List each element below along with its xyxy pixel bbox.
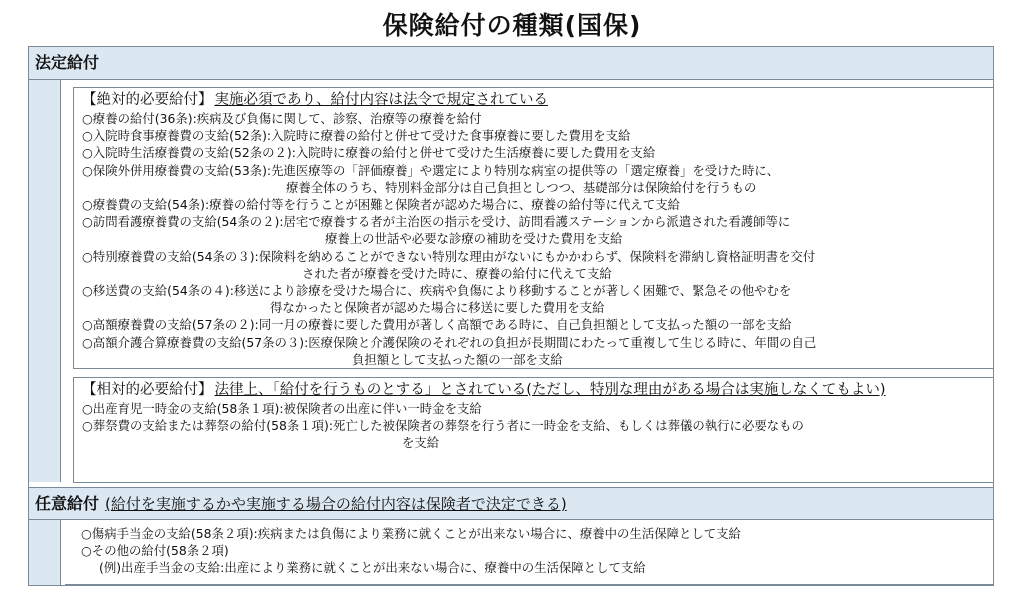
list-item: ○訪問看護療養費の支給(54条の２):居宅で療養する者が主治医の指示を受け、訪問看護ステーションから派遣された看護師等に 療養上の世話や必要な診療の補助を受けた費用を支給 [82,214,791,247]
nini-header [29,487,993,520]
list-item: ○入院時食事療養費の支給(52条):入院時に療養の給付と併せて受けた食事療養に要した費用を支給 [82,128,631,144]
list-item: ○高額介護合算療養費の支給(57条の３):医療保険と介護保険のそれぞれの負担が長期間にわたって重複して生じる時に、年間の自己 負担額として支払った額の一部を支給 [82,334,817,367]
hotei-sidebar [29,80,61,482]
page-title: 保険給付の種類(国保) [382,11,642,40]
list-item: ○出産育児一時金の支給(58条１項):被保険者の出産に伴い一時金を支給 [82,401,482,416]
hotei-header-label: 法定給付 [35,53,100,72]
list-item: ○高額療養費の支給(57条の２):同一月の療養に要した費用が著しく高額である時に、自己負担額として支払った額の一部を支給 [82,317,792,333]
list-item: (例)出産手当金の支給:出産により業務に就くことが出来ない場合に、療養中の生活保障として支給 [99,560,646,576]
absolute-desc: 実施必須であり、給付内容は法令で規定されている [214,92,548,108]
list-item: ○保険外併用療養費の支給(53条):先進医療等の「評価療養」や選定により特別な病室の提供等の「選定療養」を受けた時に、 療養全体のうち、特別料金部分は自己負担としつつ、基礎部分は保険給付を行うもの [82,162,780,195]
relative-label: 【相対的必要給付】 [82,382,213,398]
absolute-category [74,88,993,110]
list-item: ○入院時生活療養費の支給(52条の２):入院時に療養の給付と併せて受けた生活療養に要した費用を支給 [82,145,656,161]
nini-benefit-box [65,523,993,585]
relative-category [74,378,993,400]
relative-benefit-box [73,377,993,483]
list-item: ○その他の給付(58条２項) [81,543,229,559]
list-item: ○葬祭費の支給または葬祭の給付(58条１項):死亡した被保険者の葬祭を行う者に一時金を支給、もしくは葬儀の執行に必要なもの を支給 [82,418,804,451]
relative-desc: 法律上、「給付を行うものとする」とされている(ただし、特別な理由がある場合は実施しなくてもよい) [214,382,886,398]
list-item: ○特別療養費の支給(54条の３):保険料を納めることができない特別な理由がないにもかかわらず、保険料を滞納し資格証明書を交付 された者が療養を受けた時に、療養の給付に代えて支給 [82,248,816,281]
nini-header-label: 任意給付 [35,494,100,513]
nini-sidebar [29,520,61,585]
absolute-benefit-box [73,87,993,369]
list-item: ○移送費の支給(54条の４):移送により診療を受けた場合に、疾病や負傷により移動することが著しく困難で、緊急その他やむを 得なかったと保険者が認めた場合に移送に要した費用を支給 [82,283,792,316]
list-item: ○療養費の支給(54条):療養の給付等を行うことが困難と保険者が認めた場合に、療養の給付等に代えて支給 [82,197,680,213]
nini-desc: (給付を実施するかや実施する場合の給付内容は保険者で決定できる) [105,495,567,513]
list-item: ○傷病手当金の支給(58条２項):疾病または負傷により業務に就くことが出来ない場合に、療養中の生活保障として支給 [81,526,741,541]
benefit-table [28,46,994,586]
list-item: ○療養の給付(36条):疾病及び負傷に関して、診察、治療等の療養を給付 [82,111,482,126]
hotei-header [29,47,993,80]
absolute-label: 【絶対的必要給付】 [82,92,213,108]
